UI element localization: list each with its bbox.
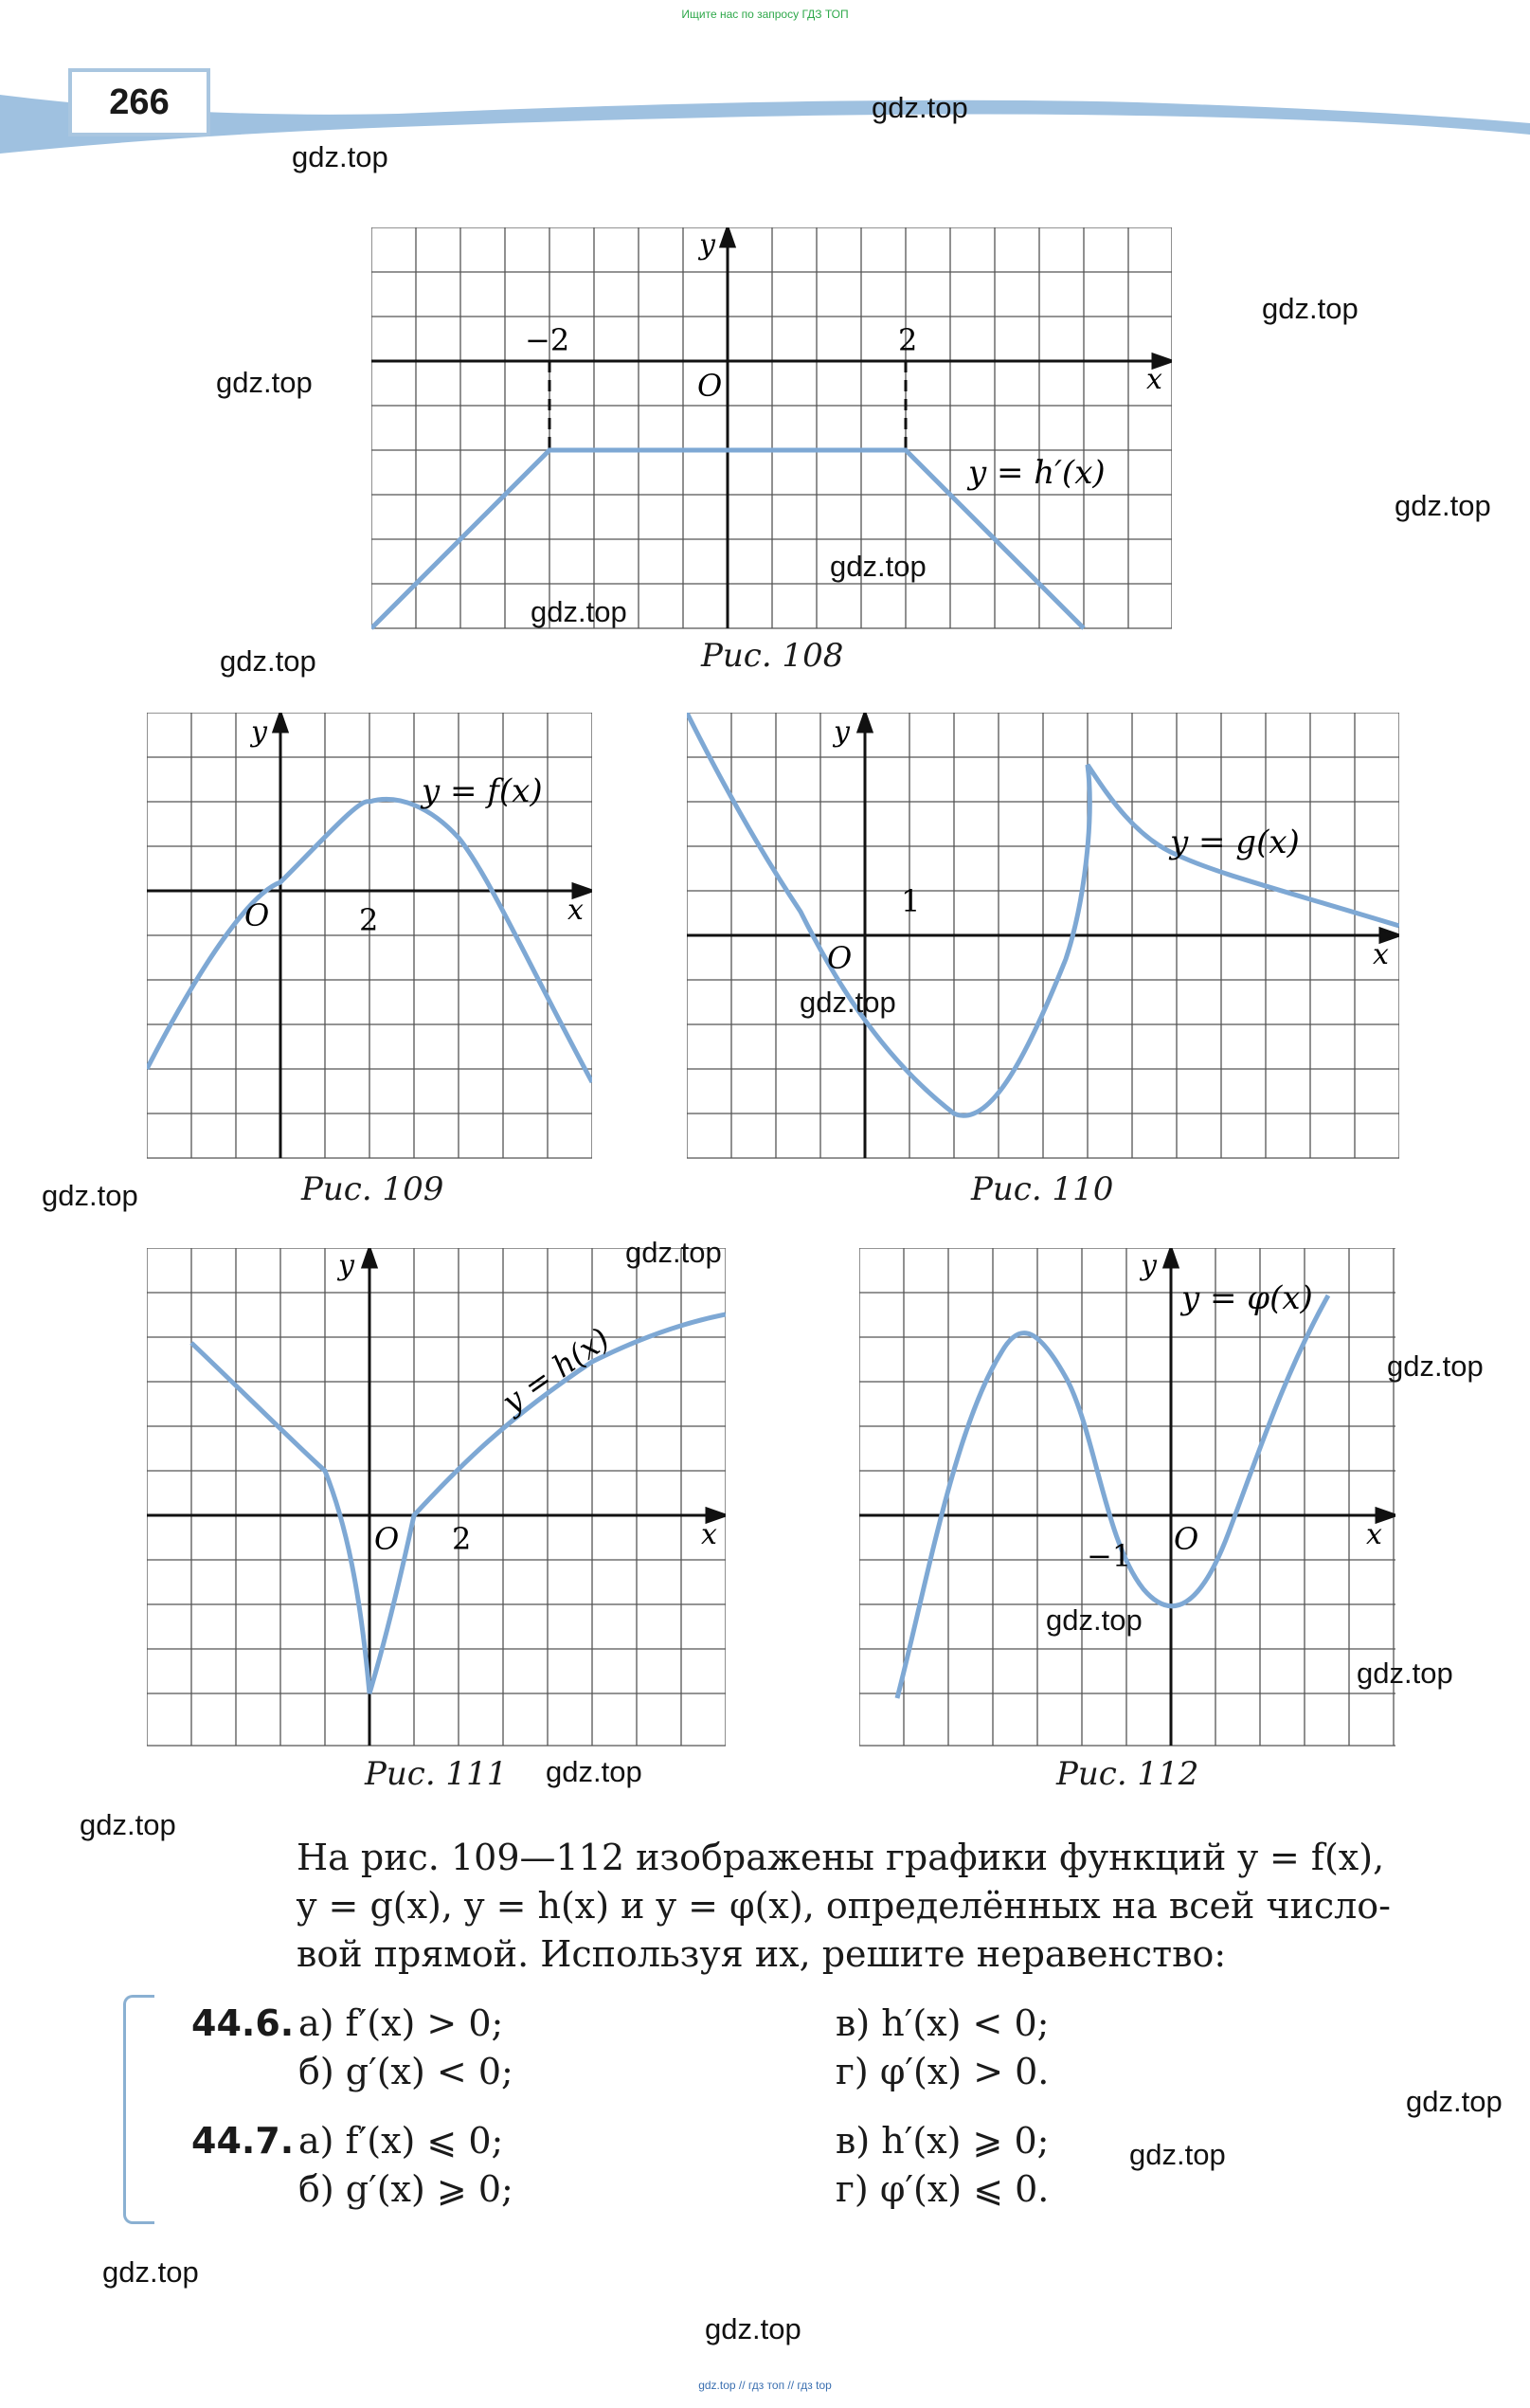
- intro-text: [297, 1834, 1405, 1979]
- watermark: gdz.top: [625, 1236, 722, 1269]
- figure-109: [147, 713, 592, 1163]
- origin-label: O: [827, 940, 853, 976]
- tick-2: 2: [359, 902, 379, 938]
- tick-neg-1: −1: [1087, 1538, 1132, 1574]
- figure-110: [687, 713, 1399, 1163]
- origin-label: O: [374, 1521, 400, 1557]
- task-44-7-number: 44.7.: [191, 2120, 295, 2162]
- watermark: gdz.top: [531, 595, 627, 628]
- top-note: Ищите нас по запросу ГДЗ ТОП: [681, 8, 849, 21]
- tick-1: 1: [901, 883, 921, 919]
- origin-label: O: [244, 897, 270, 933]
- origin-label: O: [1174, 1521, 1199, 1557]
- watermark: gdz.top: [872, 91, 968, 124]
- intro-line-1: На рис. 109—112 изображены графики функций y = f(x),: [297, 1837, 1385, 1878]
- tick-2: 2: [898, 322, 918, 358]
- func-label: y = h(x): [495, 1320, 617, 1421]
- caption-109: Рис. 109: [301, 1170, 444, 1208]
- y-label: y: [834, 715, 850, 749]
- grid: [147, 1248, 726, 1746]
- y-label: y: [338, 1249, 354, 1282]
- watermark: gdz.top: [1387, 1349, 1484, 1383]
- page-number: 266: [68, 68, 210, 136]
- watermark: gdz.top: [220, 644, 316, 678]
- intro-line-3: вой прямой. Используя их, решите неравенство:: [297, 1933, 1227, 1975]
- caption-110: Рис. 110: [971, 1170, 1114, 1208]
- header-band: [0, 28, 1530, 161]
- task-44-6-a: а) f′(x) > 0;: [298, 2002, 504, 2044]
- watermark: gdz.top: [216, 366, 313, 399]
- x-label: x: [701, 1518, 717, 1551]
- task-44-7-c: в) h′(x) ⩾ 0;: [836, 2120, 1050, 2162]
- task-bracket: [123, 1995, 154, 2224]
- task-44-7-a: а) f′(x) ⩽ 0;: [298, 2120, 504, 2162]
- tick-2: 2: [452, 1521, 472, 1557]
- y-label: y: [251, 715, 267, 749]
- watermark: gdz.top: [102, 2255, 199, 2289]
- watermark: gdz.top: [292, 140, 388, 173]
- bottom-note: gdz.top // гдз топ // гдз top: [698, 2379, 832, 2392]
- caption-111: Рис. 111: [365, 1755, 508, 1793]
- watermark: gdz.top: [830, 550, 927, 583]
- header-ribbon: [0, 95, 1530, 154]
- watermark: gdz.top: [1357, 1657, 1453, 1690]
- curve-phi: [897, 1295, 1328, 1698]
- watermark: gdz.top: [546, 1755, 642, 1788]
- figure-112: [859, 1248, 1395, 1747]
- x-label: x: [567, 894, 584, 927]
- watermark: gdz.top: [1395, 489, 1491, 522]
- func-label: y = f(x): [422, 772, 543, 810]
- watermark: gdz.top: [1129, 2138, 1226, 2171]
- func-label: y = φ(x): [1181, 1279, 1313, 1317]
- intro-line-2: y = g(x), y = h(x) и y = φ(x), определённых на всей число-: [297, 1885, 1392, 1927]
- func-label: y = g(x): [1170, 824, 1300, 861]
- tick-neg-2: −2: [525, 322, 570, 358]
- watermark: gdz.top: [42, 1179, 138, 1212]
- grid: [371, 227, 1172, 628]
- watermark: gdz.top: [80, 1808, 176, 1841]
- figure-108: [371, 227, 1172, 630]
- task-44-7-b: б) g′(x) ⩾ 0;: [298, 2168, 513, 2210]
- task-44-7-d: г) φ′(x) ⩽ 0.: [836, 2168, 1050, 2210]
- task-44-6-d: г) φ′(x) > 0.: [836, 2051, 1050, 2092]
- task-44-6-number: 44.6.: [191, 2002, 295, 2044]
- axes: [147, 1248, 726, 1746]
- origin-label: O: [697, 368, 723, 404]
- y-label: y: [699, 228, 715, 262]
- x-label: x: [1373, 938, 1389, 971]
- caption-112: Рис. 112: [1056, 1755, 1199, 1793]
- watermark: gdz.top: [1406, 2085, 1503, 2118]
- x-label: x: [1366, 1518, 1382, 1551]
- x-label: x: [1146, 363, 1162, 396]
- caption-108: Рис. 108: [701, 637, 844, 675]
- y-label: y: [1141, 1249, 1157, 1282]
- watermark: gdz.top: [1046, 1603, 1143, 1637]
- watermark: gdz.top: [800, 986, 896, 1019]
- figure-111: [147, 1248, 726, 1747]
- task-44-6-c: в) h′(x) < 0;: [836, 2002, 1050, 2044]
- watermark: gdz.top: [1262, 292, 1359, 325]
- func-label: y = h′(x): [968, 454, 1106, 492]
- watermark: gdz.top: [705, 2312, 801, 2345]
- task-44-6-b: б) g′(x) < 0;: [298, 2051, 513, 2092]
